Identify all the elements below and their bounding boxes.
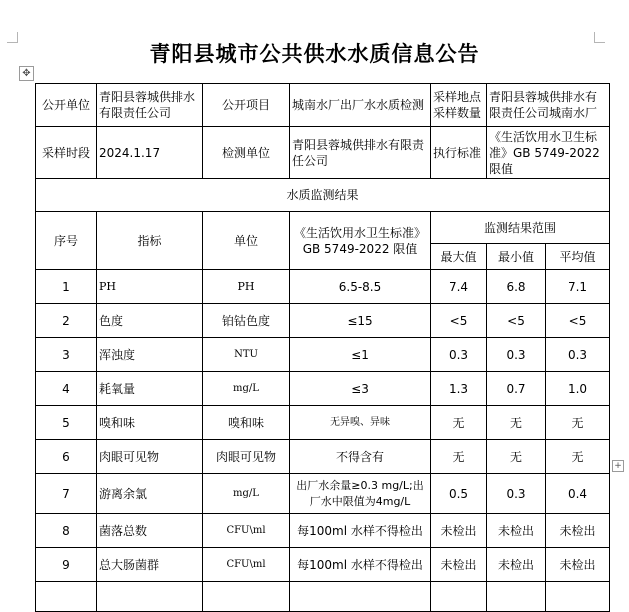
- row-min: 6.8: [487, 270, 546, 304]
- move-icon[interactable]: ✥: [19, 66, 34, 81]
- row-no: 4: [36, 372, 97, 406]
- row-max: 无: [431, 440, 487, 474]
- row-indicator: 肉眼可见物: [97, 440, 203, 474]
- row-indicator: 嗅和味: [97, 406, 203, 440]
- row-max: 未检出: [431, 548, 487, 582]
- row-no: 5: [36, 406, 97, 440]
- row-max: <5: [431, 304, 487, 338]
- row-avg: [546, 582, 610, 612]
- row-avg: <5: [546, 304, 610, 338]
- info-label-testing-unit: 检测单位: [203, 127, 290, 179]
- row-max: 0.5: [431, 474, 487, 514]
- row-avg: 未检出: [546, 514, 610, 548]
- page-title: 青阳县城市公共供水水质信息公告: [149, 42, 480, 66]
- header-standard: 《生活饮用水卫生标准》GB 5749-2022 限值: [290, 212, 431, 270]
- header-no: 序号: [36, 212, 97, 270]
- row-no: [36, 582, 97, 612]
- row-min: 无: [487, 406, 546, 440]
- row-avg: 0.3: [546, 338, 610, 372]
- row-standard: 每100ml 水样不得检出: [290, 548, 431, 582]
- row-unit: CFU\ml: [203, 514, 290, 548]
- row-max: [431, 582, 487, 612]
- table-row: [36, 338, 610, 372]
- row-avg: 0.4: [546, 474, 610, 514]
- header-range: 监测结果范围: [431, 212, 610, 244]
- row-unit: 肉眼可见物: [203, 440, 290, 474]
- table-row: [36, 514, 610, 548]
- row-no: 1: [36, 270, 97, 304]
- row-max: 1.3: [431, 372, 487, 406]
- row-unit: 铂钴色度: [203, 304, 290, 338]
- header-row-1: [36, 212, 610, 244]
- row-avg: 无: [546, 406, 610, 440]
- header-unit: 单位: [203, 212, 290, 270]
- row-indicator: 色度: [97, 304, 203, 338]
- row-indicator: 游离余氯: [97, 474, 203, 514]
- row-max: 无: [431, 406, 487, 440]
- row-min: 未检出: [487, 514, 546, 548]
- table-row: [36, 440, 610, 474]
- row-unit: mg/L: [203, 474, 290, 514]
- row-indicator: PH: [97, 270, 203, 304]
- row-standard: 无异嗅、异味: [290, 406, 431, 440]
- info-label-standard: 执行标准: [431, 127, 487, 179]
- info-row-1: [36, 84, 610, 127]
- row-indicator: 总大肠菌群: [97, 548, 203, 582]
- info-value-publisher: 青阳县蓉城供排水有限责任公司: [97, 84, 203, 127]
- row-indicator: 菌落总数: [97, 514, 203, 548]
- plus-icon[interactable]: +: [612, 460, 624, 472]
- row-no: 9: [36, 548, 97, 582]
- row-avg: 1.0: [546, 372, 610, 406]
- row-standard: 不得含有: [290, 440, 431, 474]
- info-label-sampling-period: 采样时段: [36, 127, 97, 179]
- header-avg: 平均值: [546, 244, 610, 270]
- header-min: 最小值: [487, 244, 546, 270]
- info-value-project: 城南水厂出厂水水质检测: [290, 84, 431, 127]
- row-max: 未检出: [431, 514, 487, 548]
- row-no: 7: [36, 474, 97, 514]
- row-max: 7.4: [431, 270, 487, 304]
- water-quality-table: [35, 83, 610, 612]
- row-standard: ≤1: [290, 338, 431, 372]
- info-label-sampling-site: 采样地点采样数量: [431, 84, 487, 127]
- row-min: <5: [487, 304, 546, 338]
- row-avg: 无: [546, 440, 610, 474]
- info-value-sampling-site: 青阳县蓉城供排水有限责任公司城南水厂: [487, 84, 610, 127]
- header-max: 最大值: [431, 244, 487, 270]
- row-standard: 每100ml 水样不得检出: [290, 514, 431, 548]
- row-min: 0.7: [487, 372, 546, 406]
- row-no: 2: [36, 304, 97, 338]
- row-unit: CFU\ml: [203, 548, 290, 582]
- row-min: 0.3: [487, 338, 546, 372]
- row-standard: ≤3: [290, 372, 431, 406]
- header-indicator: 指标: [97, 212, 203, 270]
- info-value-sampling-period: 2024.1.17: [97, 127, 203, 179]
- row-standard: 出厂水余量≥0.3 mg/L;出厂水中限值为4mg/L: [290, 474, 431, 514]
- row-standard: [290, 582, 431, 612]
- table-row: [36, 474, 610, 514]
- row-unit: NTU: [203, 338, 290, 372]
- table-row: [36, 582, 610, 612]
- info-value-testing-unit: 青阳县蓉城供排水有限责任公司: [290, 127, 431, 179]
- row-min: 0.3: [487, 474, 546, 514]
- table-row: [36, 304, 610, 338]
- row-unit: PH: [203, 270, 290, 304]
- row-min: 未检出: [487, 548, 546, 582]
- table-row: [36, 406, 610, 440]
- row-unit: mg/L: [203, 372, 290, 406]
- info-label-publisher: 公开单位: [36, 84, 97, 127]
- table-row: [36, 372, 610, 406]
- table-row: [36, 270, 610, 304]
- row-avg: 未检出: [546, 548, 610, 582]
- row-indicator: [97, 582, 203, 612]
- row-min: [487, 582, 546, 612]
- row-no: 3: [36, 338, 97, 372]
- row-unit: [203, 582, 290, 612]
- info-value-standard: 《生活饮用水卫生标准》GB 5749-2022 限值: [487, 127, 610, 179]
- row-indicator: 浑浊度: [97, 338, 203, 372]
- table-row: [36, 548, 610, 582]
- row-no: 8: [36, 514, 97, 548]
- info-row-2: [36, 127, 610, 179]
- row-indicator: 耗氧量: [97, 372, 203, 406]
- row-max: 0.3: [431, 338, 487, 372]
- row-standard: 6.5-8.5: [290, 270, 431, 304]
- row-standard: ≤15: [290, 304, 431, 338]
- row-no: 6: [36, 440, 97, 474]
- row-unit: 嗅和味: [203, 406, 290, 440]
- section-title: 水质监测结果: [36, 179, 610, 212]
- info-label-project: 公开项目: [203, 84, 290, 127]
- row-avg: 7.1: [546, 270, 610, 304]
- row-min: 无: [487, 440, 546, 474]
- section-row: [36, 179, 610, 212]
